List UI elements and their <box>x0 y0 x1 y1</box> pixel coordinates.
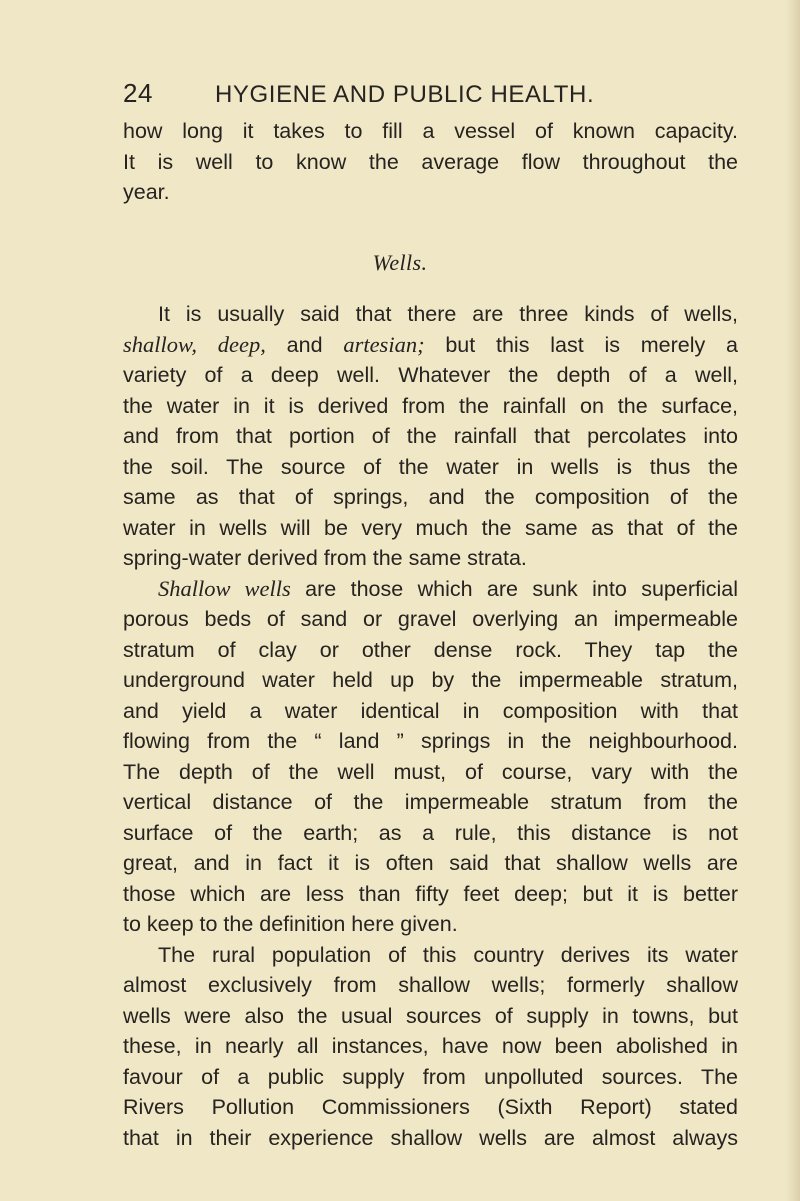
text-line: It is usually said that there are three kinds of wells, <box>158 302 738 326</box>
text-line: same as that of springs, and the composition of the <box>123 485 738 509</box>
section-heading: Wells. <box>372 250 428 275</box>
text-line: wells were also the usual sources of supply in towns, but <box>123 1003 738 1028</box>
text-line: those which are less than fifty feet deep; but it is better <box>123 881 738 906</box>
text-line: and yield a water identical in composition with that <box>123 698 738 723</box>
text-line <box>123 574 738 605</box>
text-line: the soil. The source of the water in wells is thus the <box>123 454 738 479</box>
text-line: variety of a deep well. Whatever the depth of a well, <box>123 363 738 387</box>
text-line: almost exclusively from shallow wells; formerly shallow <box>123 973 738 997</box>
text-fragment: and <box>286 332 323 357</box>
page-edge-shadow <box>786 0 800 1201</box>
text-fragment: but this last is merely a <box>445 332 738 357</box>
text-line: the water in it is derived from the rainfall on the surface, <box>123 393 738 418</box>
text-line: and from that portion of the rainfall that percolates into <box>123 424 738 448</box>
page-number: 24 <box>123 78 154 108</box>
text-line: underground water held up by the impermeable stratum, <box>123 668 738 692</box>
text-line: The rural population of this country derives its water <box>158 942 738 967</box>
italic-term: shallow, <box>123 331 197 357</box>
text-line: stratum of clay or other dense rock. They tap the <box>123 637 738 662</box>
text-line: to keep to the definition here given. <box>123 912 458 936</box>
text-line <box>123 330 738 361</box>
italic-term: deep, <box>217 331 266 357</box>
text-line: surface of the earth; as a rule, this distance is not <box>123 820 738 845</box>
italic-term: artesian; <box>343 331 425 357</box>
body-text <box>123 299 738 1153</box>
text-line: Rivers Pollution Commissioners (Sixth Report) stated <box>123 1095 738 1119</box>
continued-paragraph <box>123 116 738 208</box>
italic-term: Shallow wells <box>158 575 291 601</box>
text-line: year. <box>123 180 170 204</box>
text-line: these, in nearly all instances, have now been abolished in <box>123 1034 738 1058</box>
text-line: The depth of the well must, of course, vary with the <box>123 759 738 784</box>
text-line: spring-water derived from the same strata. <box>123 546 527 570</box>
text-fragment: are those which are sunk into superficial <box>305 576 738 601</box>
text-line: flowing from the “ land ” springs in the neighbourhood. <box>123 729 738 753</box>
running-head: HYGIENE AND PUBLIC HEALTH. <box>215 81 595 108</box>
page-header <box>123 78 743 109</box>
text-line: that in their experience shallow wells are almost always <box>123 1125 738 1150</box>
text-line: porous beds of sand or gravel overlying an impermeable <box>123 607 738 631</box>
text-line: favour of a public supply from unpolluted sources. The <box>123 1064 738 1089</box>
text-line: vertical distance of the impermeable stratum from the <box>123 790 738 814</box>
text-line: water in wells will be very much the same as that of the <box>123 515 738 540</box>
text-line: how long it takes to fill a vessel of known capacity. <box>123 119 738 143</box>
text-line: great, and in fact it is often said that shallow wells are <box>123 851 738 875</box>
text-line: It is well to know the average flow throughout the <box>123 149 738 174</box>
